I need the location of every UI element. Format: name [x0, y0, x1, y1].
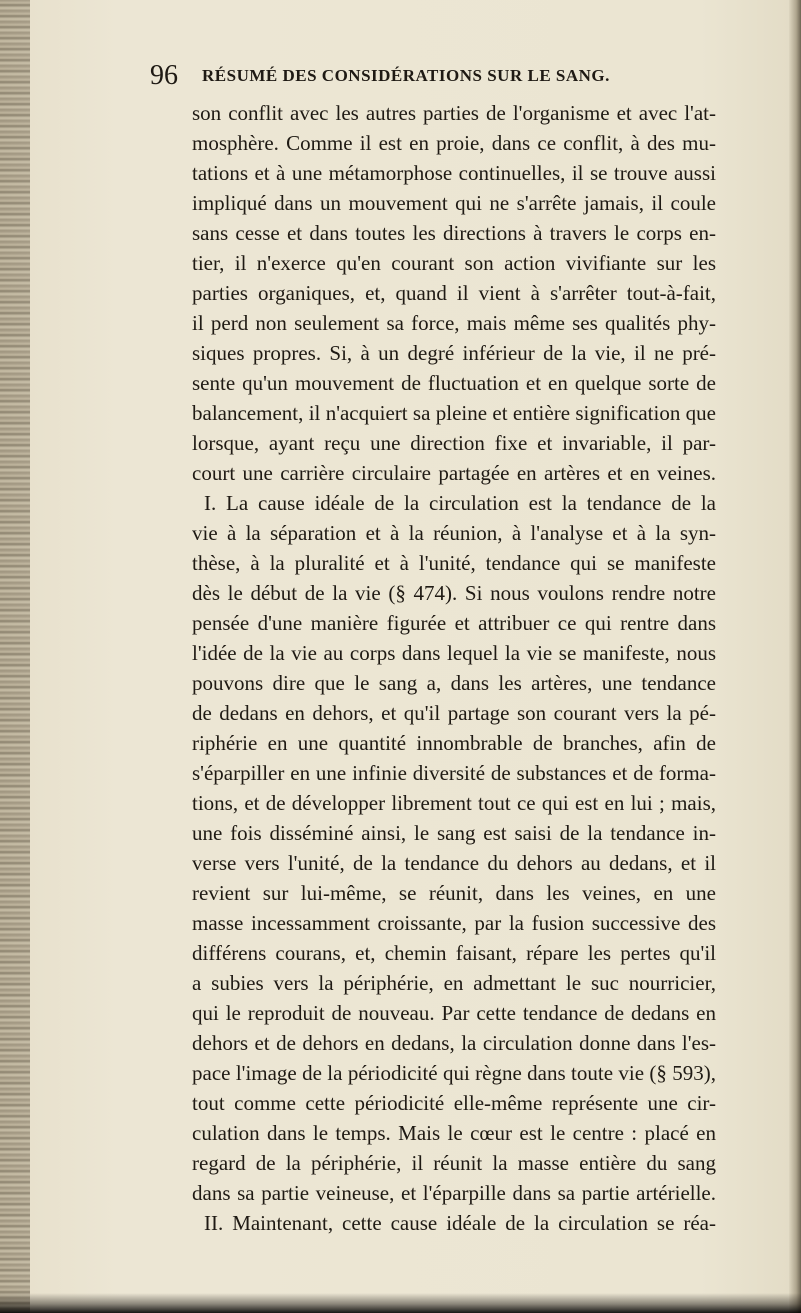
text-line-28: masse incessamment croissante, par la fusion successive des	[192, 911, 716, 935]
text-line-15: vie à la séparation et à la réunion, à l'analyse et à la syn-	[192, 521, 716, 545]
text-line-18: pensée d'une manière figurée et attribuer ce qui rentre dans	[192, 611, 716, 635]
text-line-19: l'idée de la vie au corps dans lequel la vie se manifeste, nous	[192, 641, 716, 665]
text-line-36: regard de la périphérie, il réunit la masse entière du sang	[192, 1151, 716, 1175]
text-line-31: qui le reproduit de nouveau. Par cette tendance de dedans en	[192, 1001, 716, 1025]
running-head: RÉSUMÉ DES CONSIDÉRATIONS SUR LE SANG.	[202, 66, 610, 85]
text-line-8: il perd non seulement sa force, mais même ses qualités phy-	[192, 311, 716, 335]
text-line-10: sente qu'un mouvement de fluctuation et en quelque sorte de	[192, 371, 716, 395]
text-line-33: pace l'image de la périodicité qui règne dans toute vie (§ 593),	[192, 1061, 716, 1085]
text-line-21: de dedans en dehors, et qu'il partage son courant vers la pé-	[192, 701, 716, 725]
text-line-20: pouvons dire que le sang a, dans les artères, une tendance	[192, 671, 716, 695]
text-line-22: riphérie en une quantité innombrable de branches, afin de	[192, 731, 716, 755]
text-line-30: a subies vers la périphérie, en admettant le suc nourricier,	[192, 971, 716, 995]
text-line-1: son conflit avec les autres parties de l'organisme et avec l'at-	[192, 101, 716, 125]
book-binding	[0, 0, 30, 1313]
text-line-3: tations et à une métamorphose continuelles, il se trouve aussi	[192, 161, 716, 185]
text-line-6: tier, il n'exerce qu'en courant son action vivifiante sur les	[192, 251, 716, 275]
text-line-27: revient sur lui-même, se réunit, dans les veines, en une	[192, 881, 716, 905]
text-line-7: parties organiques, et, quand il vient à s'arrêter tout-à-fait,	[192, 281, 716, 305]
text-line-4: impliqué dans un mouvement qui ne s'arrête jamais, il coule	[192, 191, 716, 215]
body-text	[192, 98, 716, 1238]
page-edge-shadow	[789, 0, 801, 1313]
text-line-5: sans cesse et dans toutes les directions à travers le corps en-	[192, 221, 716, 245]
text-line-32: dehors et de dehors en dedans, la circulation donne dans l'es-	[192, 1031, 716, 1055]
text-line-35: culation dans le temps. Mais le cœur est le centre : placé en	[192, 1121, 716, 1145]
text-line-23: s'éparpiller en une infinie diversité de substances et de forma-	[192, 761, 716, 785]
text-line-17: dès le début de la vie (§ 474). Si nous voulons rendre notre	[192, 581, 716, 605]
page-header	[150, 60, 710, 92]
text-line-37: dans sa partie veineuse, et l'éparpille dans sa partie artérielle.	[192, 1181, 716, 1205]
text-line-12: lorsque, ayant reçu une direction fixe et invariable, il par-	[192, 431, 716, 455]
bottom-edge-shadow	[0, 1293, 801, 1313]
text-line-2: mosphère. Comme il est en proie, dans ce conflit, à des mu-	[192, 131, 716, 155]
text-line-16: thèse, à la pluralité et à l'unité, tendance qui se manifeste	[192, 551, 716, 575]
text-line-13: court une carrière circulaire partagée en artères et en veines.	[192, 461, 716, 485]
page-number: 96	[150, 60, 178, 91]
text-line-24: tions, et de développer librement tout ce qui est en lui ; mais,	[192, 791, 716, 815]
text-line-14: I. La cause idéale de la circulation est la tendance de la	[204, 491, 716, 515]
text-line-25: une fois disséminé ainsi, le sang est saisi de la tendance in-	[192, 821, 716, 845]
text-line-11: balancement, il n'acquiert sa pleine et entière signification que	[192, 401, 716, 425]
text-line-29: différens courans, et, chemin faisant, répare les pertes qu'il	[192, 941, 716, 965]
text-line-9: siques propres. Si, à un degré inférieur de la vie, il ne pré-	[192, 341, 716, 365]
text-line-38: II. Maintenant, cette cause idéale de la circulation se réa-	[204, 1211, 716, 1235]
text-line-34: tout comme cette périodicité elle-même représente une cir-	[192, 1091, 716, 1115]
text-line-26: verse vers l'unité, de la tendance du dehors au dedans, et il	[192, 851, 716, 875]
